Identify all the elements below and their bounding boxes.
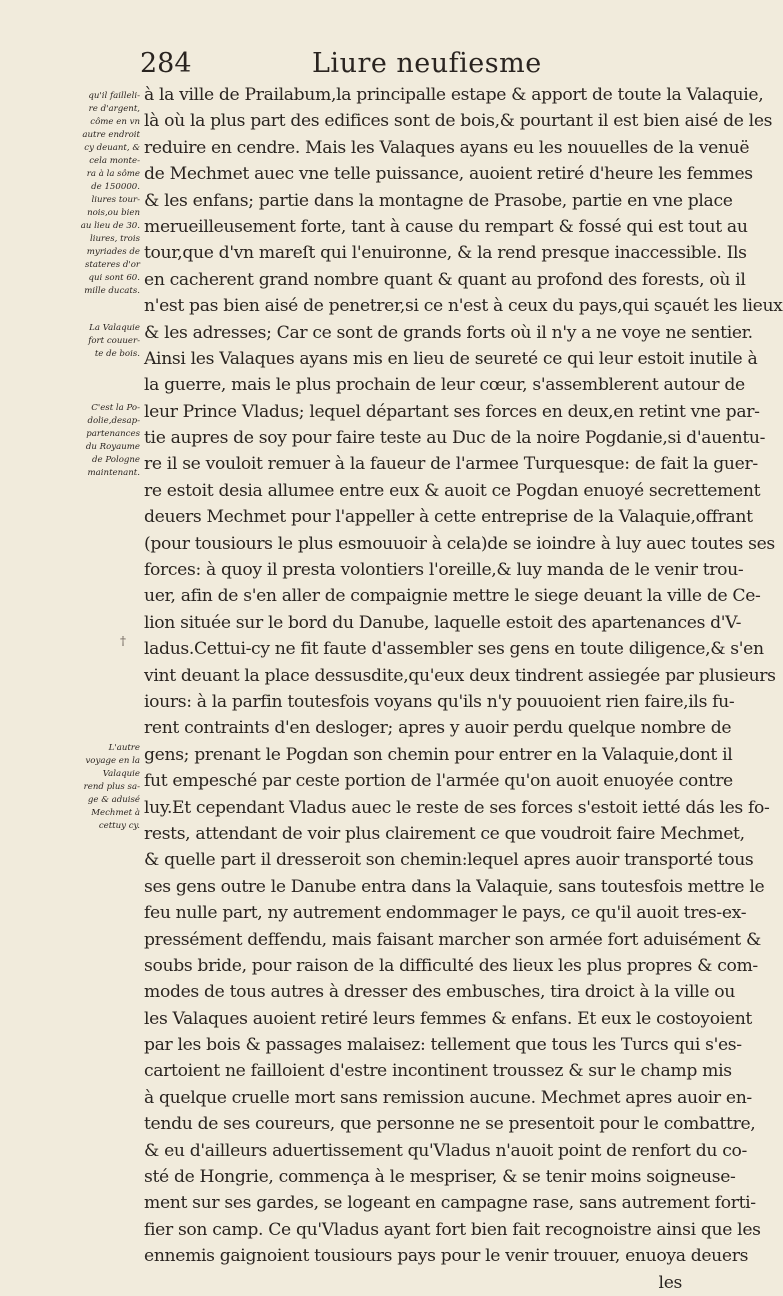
text-line: rests, attendant de voir plus clairement ce que voudroit faire Mechmet, — [144, 823, 745, 844]
running-title: Liure neufiesme — [312, 48, 542, 79]
margin-note-podolie: C'est la Po- dolie,desap- partenances du Royaume de Pologne maintenant. — [85, 403, 140, 478]
text-line: reduire en cendre. Mais les Valaques ayans eu les nouuelles de la venuë — [144, 137, 750, 158]
text-line: les Valaques auoient retiré leurs femmes & enfans. Et eux le costoyoient — [144, 1008, 752, 1029]
text-line: soubs bride, pour raison de la difficulté des lieux les plus propres & com- — [144, 955, 758, 976]
text-line: deuers Mechmet pour l'appeller à cette entreprise de la Valaquie,offrant — [144, 507, 753, 528]
text-line: n'est pas bien aisé de penetrer,si ce n'est à ceux du pays,qui sçauét les lieux — [144, 296, 783, 317]
text-line: iours: à la parfin toutesfois voyans qu'ils n'y pouuoient rien faire,ils fu- — [144, 691, 735, 712]
margin-note-forests: La Valaquie fort couuer- te de bois. — [88, 323, 140, 359]
text-line: en cacherent grand nombre quant & quant au profond des forests, où il — [144, 269, 746, 290]
text-line: ladus.Cettui-cy ne fit faute d'assembler ses gens en toute diligence,& s'en — [144, 639, 764, 660]
text-line: tour,que d'vn mareſt qui l'enuironne, & la rend presque inaccessible. Ils — [144, 243, 747, 264]
page-number: 284 — [140, 48, 192, 79]
text-line: uer, afin de s'en aller de compaignie mettre le siege deuant la ville de Ce- — [144, 586, 761, 607]
body-text — [144, 82, 783, 1296]
catchword: les — [658, 1272, 682, 1293]
text-line: & quelle part il dresseroit son chemin:lequel apres auoir transporté tous — [144, 850, 754, 871]
text-line: lion située sur le bord du Danube, laquelle estoit des apartenances d'V- — [144, 612, 742, 633]
text-line: sté de Hongrie, commença à le mespriser, & se tenir moins soigneuse- — [144, 1167, 736, 1188]
text-line: à quelque cruelle mort sans remission aucune. Mechmet apres auoir en- — [144, 1087, 752, 1108]
text-line: ennemis gaignoient tousiours pays pour le venir trouuer, enuoya deuers — [144, 1246, 749, 1267]
text-line: cartoient ne failloient d'estre incontinent troussez & sur le champ mis — [144, 1061, 732, 1082]
text-line: luy.Et cependant Vladus auec le reste de ses forces s'estoit ietté dás les fo- — [144, 797, 770, 818]
text-line: ment sur ses gardes, se logeant en campagne rase, sans autrement forti- — [144, 1193, 756, 1214]
text-line: vint deuant la place dessusdite,qu'eux deux tindrent assiegée par plusieurs — [144, 665, 776, 686]
text-line: (pour tousiours le plus esmouuoir à cela)de se ioindre à luy auec toutes ses — [144, 533, 775, 554]
text-line: tie aupres de soy pour faire teste au Duc de la noire Pogdanie,si d'auentu- — [144, 428, 766, 449]
text-line: fier son camp. Ce qu'Vladus ayant fort bien fait recognoistre ainsi que les — [144, 1219, 761, 1240]
text-line: ses gens outre le Danube entra dans la Valaquie, sans toutesfois mettre le — [144, 876, 765, 897]
text-line: merueilleusement forte, tant à cause du rempart & fossé qui est tout au — [144, 216, 748, 237]
text-line: feu nulle part, ny autrement endommager le pays, ce qu'il auoit tres-ex- — [144, 903, 747, 924]
text-line: pressément deffendu, mais faisant marcher son armée fort aduisément & — [144, 929, 761, 950]
text-line: la guerre, mais le plus prochain de leur cœur, s'assemblerent autour de — [144, 375, 745, 396]
text-line: fut empesché par ceste portion de l'armée qu'on auoit enuoyée contre — [144, 771, 733, 792]
page-header — [0, 44, 700, 84]
text-line: modes de tous autres à dresser des embusches, tira droict à la ville ou — [144, 982, 735, 1003]
text-line: rent contraints d'en desloger; apres y auoir perdu quelque nombre de — [144, 718, 732, 739]
text-line: là où la plus part des edifices sont de bois,& pourtant il est bien aisé de les — [144, 111, 773, 132]
text-line: re estoit desia allumee entre eux & auoit ce Pogdan enuoyé secrettement — [144, 480, 761, 501]
text-line: gens; prenant le Pogdan son chemin pour entrer en la Valaquie,dont il — [144, 744, 733, 765]
text-line: forces: à quoy il presta volontiers l'oreille,& luy manda de le venir trou- — [144, 560, 744, 581]
margin-note-voyage: L'autre voyage en la Valaquie rend plus sa- ge & aduisé Mechmet à cettuy cy. — [83, 743, 140, 831]
text-line: à la ville de Prailabum,la principalle estape & apport de toute la Valaquie, — [144, 85, 764, 105]
text-line: par les bois & passages malaisez: tellement que tous les Turcs qui s'es- — [144, 1035, 742, 1056]
text-line: re il se vouloit remuer à la faueur de l'armee Turquesque: de fait la guer- — [144, 454, 758, 475]
margin-note-ducats: qu'il failleli- re d'argent, côme en vn autre endroit cy deuant, & cela monte- ra à la sôme de 150000. liures tour- nois,ou bien au lieu de 30. liures, trois myriades de stateres d'or qui sont 60. mille ducats. — [80, 91, 140, 296]
text-line: & les adresses; Car ce sont de grands forts où il n'y a ne voye ne sentier. — [144, 322, 753, 343]
margin-mark: † — [120, 634, 126, 648]
text-line: Ainsi les Valaques ayans mis en lieu de seureté ce qui leur estoit inutile à — [144, 348, 758, 369]
text-line: leur Prince Vladus; lequel départant ses forces en deux,en retint vne par- — [144, 401, 760, 422]
text-line: de Mechmet auec vne telle puissance, auoient retiré d'heure les femmes — [144, 164, 753, 185]
text-line: & eu d'ailleurs aduertissement qu'Vladus n'auoit point de renfort du co- — [144, 1140, 747, 1161]
text-line: tendu de ses coureurs, que personne ne se presentoit pour le combattre, — [144, 1114, 756, 1135]
text-line: & les enfans; partie dans la montagne de Prasobe, partie en vne place — [144, 190, 733, 211]
